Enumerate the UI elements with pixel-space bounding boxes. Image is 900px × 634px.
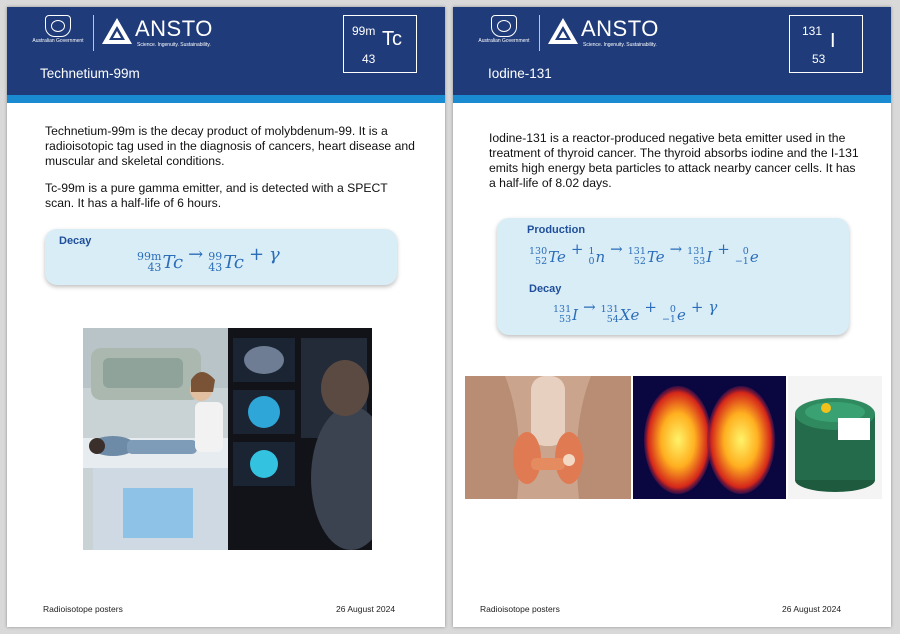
element-atomic-number: 53	[812, 52, 826, 66]
nuclide-symbol: Tc	[223, 251, 244, 273]
nuclide-symbol: Tc	[162, 251, 184, 273]
decay-equation-box	[45, 229, 397, 285]
element-symbol: I	[830, 30, 836, 52]
element-mass-number: 131	[802, 24, 823, 38]
arrow-icon: →	[610, 240, 623, 258]
nuclide-i131	[553, 305, 578, 324]
spect-scan-photo	[83, 328, 372, 550]
intro-paragraph: Technetium-99m is the decay product of molybdenum-99. It is a radioisotopic tag used in the diagnosis of cancers, heart disease and muscular and skeletal conditions.	[45, 124, 415, 168]
nuclide-symbol: Xe	[619, 305, 640, 324]
nuclide-te130	[529, 247, 566, 266]
production-label: Production	[527, 224, 586, 236]
header-stripe	[453, 95, 891, 103]
beta-particle	[662, 305, 686, 324]
footer-date: 26 August 2024	[336, 604, 396, 614]
atomic-number: 43	[208, 261, 223, 274]
nuclide-tc99m	[137, 251, 183, 273]
decay-label: Decay	[529, 283, 562, 295]
decay-label: Decay	[59, 235, 92, 247]
arrow-icon: →	[188, 244, 204, 265]
atomic-number: 53	[559, 313, 572, 325]
decay-equation	[553, 298, 717, 324]
atomic-number: 52	[535, 255, 548, 267]
poster-page-iodine	[453, 7, 891, 627]
footer-series: Radioisotope posters	[480, 604, 560, 614]
australian-government-logo: Australian Government	[475, 15, 533, 47]
radioactive-container-image	[788, 376, 882, 499]
element-symbol: Tc	[382, 28, 402, 50]
plus-sign: +	[717, 240, 730, 258]
ansto-triangle-icon	[547, 17, 579, 45]
production-equation	[529, 240, 759, 266]
footer-series: Radioisotope posters	[43, 604, 123, 614]
atomic-number: −1	[734, 255, 749, 267]
mass-number: 1	[588, 246, 595, 257]
poster-page-technetium	[7, 7, 445, 627]
element-atomic-number: 43	[362, 52, 376, 66]
mass-number: 131	[553, 304, 572, 315]
nuclide-symbol: n	[595, 247, 606, 266]
nuclide-tc99	[208, 251, 244, 273]
arrow-icon: →	[669, 240, 683, 258]
ansto-triangle-icon	[101, 17, 133, 45]
arrow-icon: →	[583, 298, 596, 316]
mass-number: 0	[669, 304, 676, 315]
poster-header	[453, 7, 891, 95]
atomic-number: 53	[693, 255, 706, 267]
intro-paragraph: Iodine-131 is a reactor-produced negative beta emitter used in the treatment of thyroid cancer. The thyroid absorbs iodine and the I-131 emits high energy beta particles to attack nearby cancer cells. It has a half-life of 8.02 days.	[489, 131, 859, 190]
nuclide-i131	[687, 247, 712, 266]
spect-scanner-image	[83, 328, 372, 550]
nuclide-symbol: I	[572, 305, 579, 324]
footer-date: 26 August 2024	[782, 604, 842, 614]
nuclide-symbol: e	[749, 247, 759, 266]
detail-paragraph: Tc-99m is a pure gamma emitter, and is detected with a SPECT scan. It has a half-life of 6 hours.	[45, 181, 388, 210]
australian-government-logo: Australian Government	[29, 15, 87, 47]
atomic-number: −1	[661, 313, 676, 325]
ansto-logo: ANSTO Science. Ingenuity. Sustainability.	[101, 15, 221, 51]
nuclide-te131	[628, 247, 665, 266]
mass-number: 0	[742, 246, 749, 257]
beta-particle	[735, 247, 759, 266]
page-title: Technetium-99m	[40, 66, 140, 81]
logo-divider	[93, 15, 94, 51]
element-mass-number: 99m	[352, 24, 376, 38]
element-symbol-box	[789, 15, 863, 73]
atomic-number: 43	[147, 261, 162, 274]
plus-sign: +	[248, 244, 265, 265]
nuclide-symbol: Te	[548, 247, 566, 266]
nuclide-symbol: I	[706, 247, 713, 266]
mass-number: 99m	[137, 250, 162, 263]
atomic-number: 0	[588, 255, 595, 267]
logo-divider	[539, 15, 540, 51]
nuclide-symbol: e	[676, 305, 686, 324]
element-symbol-box	[343, 15, 417, 73]
plus-sign: +	[644, 298, 657, 316]
thyroid-scan-image	[633, 376, 786, 499]
ansto-logo: ANSTO Science. Ingenuity. Sustainability.	[547, 15, 667, 51]
iodine-container-photo	[788, 376, 882, 499]
coat-of-arms-icon	[491, 15, 517, 37]
plus-sign: +	[690, 298, 704, 316]
mass-number: 99	[208, 250, 223, 263]
atomic-number: 54	[606, 313, 619, 325]
thyroid-anatomy-image	[465, 376, 631, 499]
thyroid-heatmap-image	[633, 376, 786, 499]
nuclide-xe131	[601, 305, 640, 324]
mass-number: 131	[600, 304, 619, 315]
coat-of-arms-icon	[45, 15, 71, 37]
mass-number: 130	[529, 246, 548, 257]
nuclide-symbol: Te	[646, 247, 665, 266]
poster-header	[7, 7, 445, 95]
header-stripe	[7, 95, 445, 103]
gamma-symbol: γ	[708, 298, 718, 316]
production-decay-box	[497, 218, 849, 335]
plus-sign: +	[570, 240, 584, 258]
gamma-symbol: γ	[269, 244, 280, 265]
mass-number: 131	[687, 246, 706, 257]
thyroid-illustration	[465, 376, 631, 499]
page-title: Iodine-131	[488, 66, 552, 81]
atomic-number: 52	[633, 255, 646, 267]
mass-number: 131	[627, 246, 646, 257]
neutron	[588, 247, 605, 266]
decay-equation	[137, 244, 280, 273]
